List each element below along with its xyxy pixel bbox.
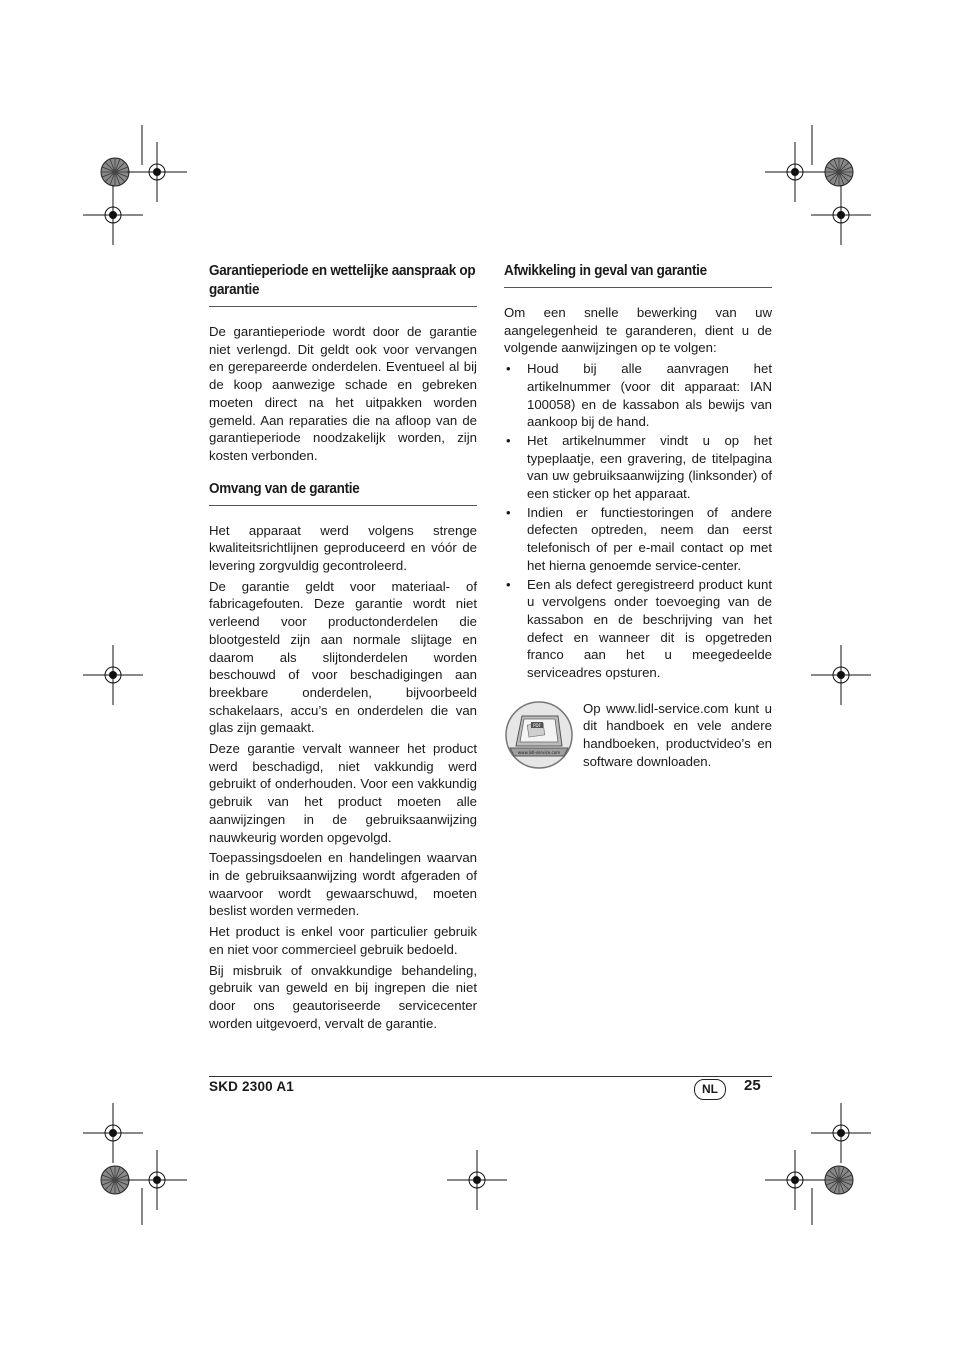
section-heading-wrap: [504, 262, 772, 288]
list-item: [504, 504, 772, 575]
starburst-mark-top-right: [825, 158, 853, 186]
footer-divider: [209, 1076, 772, 1077]
registration-mark: [83, 185, 143, 245]
icon-url-label: www.lidl-service.com: [517, 749, 561, 755]
language-badge: NL: [694, 1079, 726, 1100]
registration-mark: [83, 1103, 143, 1163]
lidl-service-laptop-icon: [504, 700, 574, 770]
pdf-badge-label: PDF: [533, 722, 541, 728]
instruction-list: [504, 360, 772, 682]
section-heading-wrap: [209, 262, 477, 307]
registration-mark: [765, 142, 825, 202]
paragraph: Deze garantie vervalt wanneer het product werd beschadigd, niet vakkundig werd gebruikt of onderhouden. Voor een vakkundig gebruik van het product moeten alle aanwijzingen in de gebruiksaanwijzing nauwkeurig worden opgevolgd.: [209, 741, 477, 845]
paragraph: Toepassingsdoelen en handelingen waarvan in de gebruiksaanwijzing wordt afgeraden of waarvoor wordt gewaarschuwd, moeten beslist worden vermeden.: [209, 850, 477, 919]
paragraph: De garantie geldt voor materiaal- of fabricagefouten. Deze garantie wordt niet verleend voor productonderdelen die blootgesteld zijn aan normale slijtage en daarom als slijtonderdelen worden beschouwd of voor beschadigingen aan breekbare onderdelen, bijvoorbeeld schakelaars, accu’s en onderdelen die van glas zijn gemaakt.: [209, 578, 477, 736]
registration-mark: [447, 1150, 507, 1210]
paragraph: De garantieperiode wordt door de garantie niet verlengd. Dit geldt ook voor vervangen en gerepareerde onderdelen. Eventueel al bij de koop aanwezige schade en gebreken moeten direct na het uitpakken worden gemeld. Aan reparaties die na afloop van de garantieperiode noodzakelijk worden, zijn kosten verbonden.: [209, 324, 477, 463]
list-item-text: Een als defect geregistreerd product kunt u vervolgens onder toevoeging van de kassabon en de beschrijving van het defect en wanneer dit is opgetreden franco aan het u meegedeelde serviceadres opsturen.: [527, 576, 772, 681]
list-item: [504, 432, 772, 503]
registration-mark: [811, 1103, 871, 1163]
registration-mark: [127, 1150, 187, 1210]
starburst-mark-bottom-left: [101, 1166, 129, 1194]
bullet-icon: •: [506, 504, 511, 520]
paragraph: Het product is enkel voor particulier gebruik en niet voor commercieel gebruik bedoeld.: [209, 924, 477, 957]
bullet-icon: •: [506, 432, 511, 448]
list-item: [504, 576, 772, 682]
section-heading-warranty-scope: Omvang van de garantie: [209, 480, 360, 497]
paragraph: Bij misbruik of onvakkundige behandeling, gebruik van geweld en bij ingrepen die niet door ons geautoriseerde servicecenter worden uitgevoerd, vervalt de garantie.: [209, 962, 477, 1031]
registration-mark: [765, 1150, 825, 1210]
list-item-text: Het artikelnummer vindt u op het typeplaatje, een gravering, de titelpagina van uw gebruiksaanwijzing (linksonder) of een sticker op het apparaat.: [527, 432, 772, 502]
service-info-text-wrap: [583, 700, 772, 774]
registration-mark: [127, 142, 187, 202]
service-info-text: Op www.lidl-service.com kunt u dit handboek en vele andere handboeken, productvideo’s en software downloaden.: [583, 700, 772, 769]
paragraph: Het apparaat werd volgens strenge kwaliteitsrichtlijnen geproduceerd en vóór de levering zorgvuldig gecontroleerd.: [209, 522, 477, 574]
section-heading-warranty-handling: Afwikkeling in geval van garantie: [504, 263, 707, 279]
section-heading-warranty-period: Garantieperiode en wettelijke aanspraak op garantie: [209, 263, 476, 298]
list-item: [504, 360, 772, 431]
registration-mark: [83, 645, 143, 705]
registration-mark: [811, 185, 871, 245]
footer-model-number: SKD 2300 A1: [209, 1079, 294, 1094]
right-column: [504, 262, 772, 780]
bullet-icon: •: [506, 361, 511, 377]
left-column: [209, 262, 477, 1035]
list-item-text: Indien er functiestoringen of andere defecten optreden, neem dan eerst telefonisch of per e-mail contact op met het hierna genoemde service-center.: [527, 504, 772, 573]
bullet-icon: •: [506, 576, 511, 592]
service-info-block: [504, 700, 772, 780]
starburst-mark-bottom-right: [825, 1166, 853, 1194]
starburst-mark-top-left: [101, 158, 129, 186]
list-item-text: Houd bij alle aanvragen het artikelnummer (voor dit apparaat: IAN 100058) en de kassabon als bewijs van aankoop bij de hand.: [527, 361, 772, 430]
section-heading-wrap: [209, 480, 477, 506]
registration-mark: [811, 645, 871, 705]
intro-paragraph: Om een snelle bewerking van uw aangelegenheid te garanderen, dient u de volgende aanwijzingen op te volgen:: [504, 305, 772, 356]
page-number: 25: [744, 1077, 761, 1094]
